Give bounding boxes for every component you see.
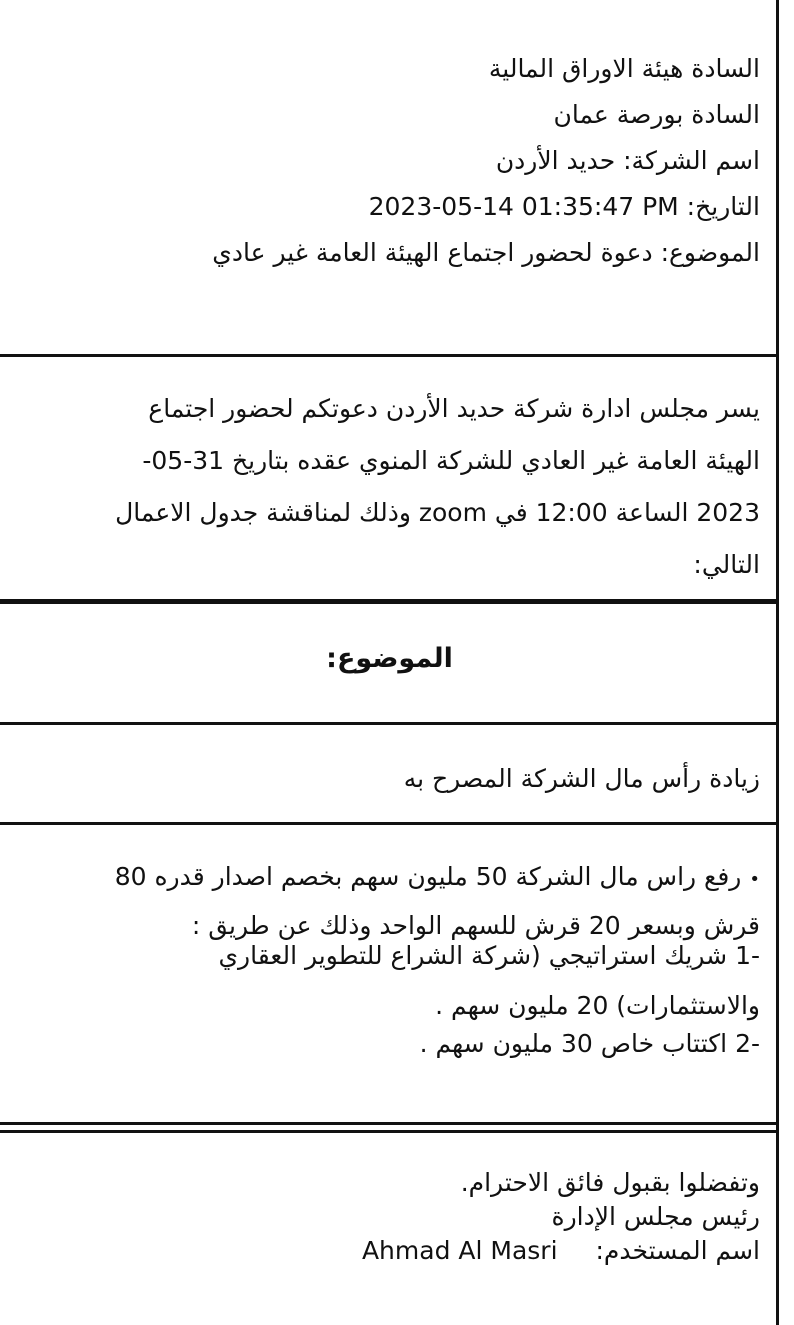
details-section: [30, 858, 760, 1063]
invitation-line: التالي:: [693, 550, 760, 579]
header-section: [30, 50, 760, 272]
recipient-line: السادة بورصة عمان: [553, 100, 760, 129]
divider: [0, 354, 779, 357]
closing-section: [30, 1166, 760, 1268]
agenda-section: [30, 760, 760, 798]
details-line: قرش وبسعر 20 قرش للسهم الواحد وذلك عن طريق :: [191, 911, 760, 940]
divider: [0, 1122, 779, 1125]
recipient-line: السادة هيئة الاوراق المالية: [488, 54, 760, 83]
user-name: Ahmad Al Masri: [361, 1236, 558, 1265]
date-label: التاريخ:: [686, 192, 760, 221]
invitation-line: يسر مجلس ادارة شركة حديد الأردن دعوتكم لحضور اجتماع: [148, 394, 760, 423]
details-text: رفع راس مال الشركة 50 مليون سهم بخصم اصدار قدره 80: [114, 862, 742, 891]
divider: [0, 822, 779, 825]
user-label: اسم المستخدم:: [595, 1236, 760, 1265]
subject-line: الموضوع: دعوة لحضور اجتماع الهيئة العامة غير عادي: [212, 238, 760, 267]
details-line: [30, 858, 760, 899]
invitation-section: [30, 390, 760, 584]
company-line: اسم الشركة: حديد الأردن: [495, 146, 760, 175]
closing-regards: وتفضلوا بقبول فائق الاحترام.: [460, 1168, 760, 1197]
divider: [0, 722, 779, 725]
invitation-line: الهيئة العامة غير العادي للشركة المنوي عقده بتاريخ 31-05-: [142, 446, 760, 475]
closing-title: رئيس مجلس الإدارة: [551, 1202, 760, 1231]
date-value: 2023-05-14 01:35:47 PM: [368, 192, 679, 221]
invitation-line: 2023 الساعة 12:00 في zoom وذلك لمناقشة جدول الاعمال: [115, 498, 760, 527]
bullet-icon: •: [749, 869, 760, 890]
agenda-item: زيادة رأس مال الشركة المصرح به: [403, 764, 760, 793]
divider: [0, 1130, 779, 1133]
user-line: [30, 1234, 760, 1268]
details-line: -2 اكتتاب خاص 30 مليون سهم .: [419, 1029, 760, 1058]
subject-heading: الموضوع:: [326, 643, 453, 674]
details-line: والاستثمارات) 20 مليون سهم .: [435, 991, 760, 1020]
divider: [0, 599, 779, 604]
details-line: -1 شريك استراتيجي (شركة الشراع للتطوير العقاري: [218, 941, 760, 970]
date-line: [30, 188, 760, 226]
